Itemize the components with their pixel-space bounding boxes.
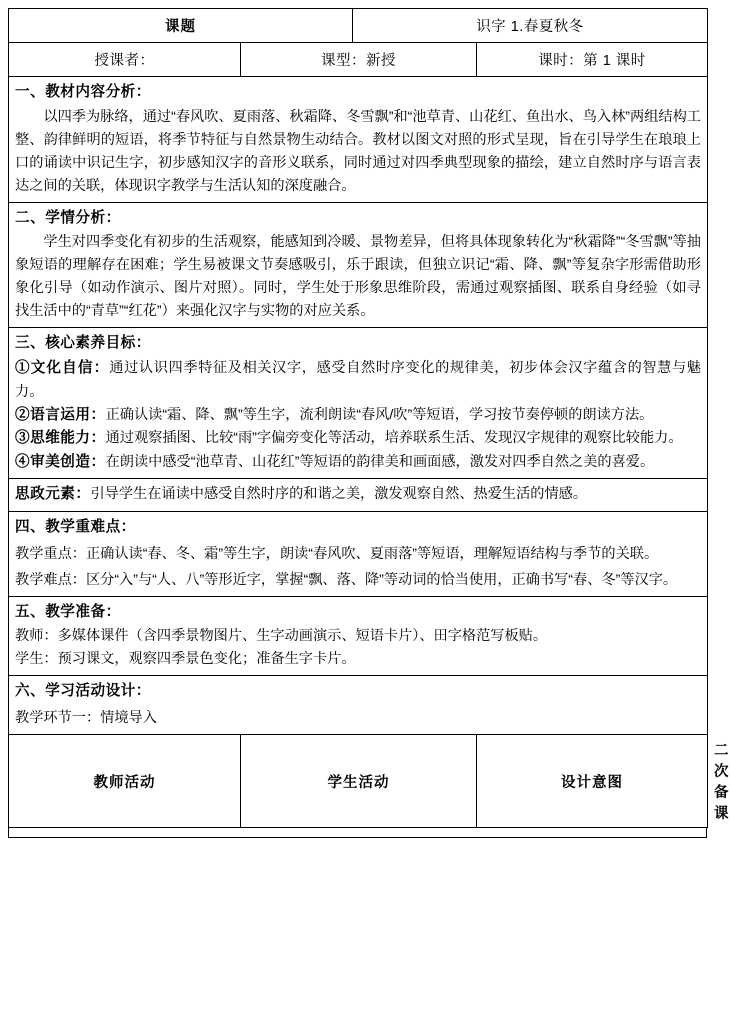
table-row-content-analysis [9, 77, 708, 203]
core-goal-label: ④审美创造： [15, 453, 106, 470]
core-goal-label: ③思维能力： [15, 430, 106, 447]
topic-value: 识字 1.春夏秋冬 [353, 9, 708, 43]
table-row-core-goals [9, 328, 708, 479]
section-title-activity-design: 六、学习活动设计： [15, 683, 151, 700]
core-goal-item [15, 404, 701, 428]
section-student-analysis [9, 202, 708, 328]
core-goal-item [15, 357, 701, 404]
section-title-content-analysis: 一、教材内容分析： [15, 84, 151, 100]
ideology-line [15, 483, 701, 507]
table-row-student-analysis [9, 202, 708, 328]
teaching-difficult-label: 教学难点： [15, 571, 86, 588]
core-goal-item [15, 451, 701, 475]
table-bottom-edge [8, 828, 707, 838]
section-content-analysis [9, 77, 708, 203]
section-preparation [9, 596, 708, 676]
table-row-ideology [9, 479, 708, 512]
table-row-activity-design [9, 676, 708, 735]
section-body-content-analysis: 以四季为脉络，通过“春风吹、夏雨落、秋霜降、冬雪飘”和“池草青、山花红、鱼出水、鸟入林”两组结构工整、韵律鲜明的短语，将季节特征与自然景物生动结合。教材以图文对照的形式呈现，旨在引导学生在琅琅上口的诵读中识记生字，初步感知汉字的音形义联系，同时通过对四季典型现象的描绘，建立自然时序与语言表达之间的关联，体现识字教学与生活认知的深度融合。 [15, 108, 701, 194]
core-goal-text: 在朗读中感受“池草青、山花红”等短语的韵律美和画面感，激发对四季自然之美的喜爱。 [105, 453, 655, 470]
section-key-difficult [9, 512, 708, 597]
teaching-difficult-text: 区分“入”与“人、八”等形近字，掌握“飘、落、降”等动词的恰当使用，正确书写“春、冬”等汉字。 [85, 571, 678, 588]
core-goal-text: 正确认读“霜、降、飘”等生字，流利朗读“春风/吹”等短语，学习按节奏停顿的朗读方法。 [105, 406, 654, 423]
activity-column-intent: 设计意图 [477, 735, 708, 828]
ideology-text: 引导学生在诵读中感受自然时序的和谐之美，激发观察自然、热爱生活的情感。 [90, 486, 588, 503]
table-row-preparation [9, 596, 708, 676]
teaching-difficult-line [15, 569, 701, 592]
section-title-core-goals: 三、核心素养目标： [15, 335, 151, 352]
section-title-student-analysis: 二、学情分析： [15, 209, 121, 226]
topic-label: 课题 [9, 9, 353, 43]
section-core-goals [9, 328, 708, 479]
table-row-topic [9, 9, 708, 43]
lesson-type: 课型：新授 [241, 43, 477, 77]
section-title-key-difficult: 四、教学重难点： [15, 519, 136, 536]
section-title-preparation: 五、教学准备： [15, 603, 121, 620]
lesson-plan-table [8, 8, 730, 828]
core-goal-label: ②语言运用： [15, 406, 106, 423]
core-goal-text: 通过观察插图、比较“雨”字偏旁变化等活动，培养联系生活、发现汉字规律的观察比较能力。 [105, 430, 683, 447]
teaching-key-text: 正确认读“春、冬、霜”等生字，朗读“春风吹、夏雨落”等短语，理解短语结构与季节的关联。 [85, 545, 659, 562]
teaching-key-line [15, 543, 701, 566]
lesson-period: 课时：第 1 课时 [477, 43, 708, 77]
activity-column-teacher: 教师活动 [9, 735, 241, 828]
ideology-label: 思政元素： [15, 486, 91, 503]
teacher-label: 授课者： [9, 43, 241, 77]
core-goal-item [15, 427, 701, 451]
section-body-student-analysis: 学生对四季变化有初步的生活观察，能感知到冷暖、景物差异，但将具体现象转化为“秋霜降”“冬雪飘”等抽象短语的理解存在困难；学生易被课文节奏感吸引，乐于跟读，但独立识记“霜、降、飘”等复杂字形需借助形象化引导（如动作演示、图片对照）。同时，学生处于形象思维阶段，需通过观察插图、联系自身经验（如寻找生活中的“青草”“红花”）来强化汉字与实物的对应关系。 [15, 234, 701, 320]
table-row-meta [9, 43, 708, 77]
core-goal-label: ①文化自信： [15, 359, 110, 376]
preparation-student-line: 学生：预习课文，观察四季景色变化；准备生字卡片。 [15, 651, 356, 668]
core-goal-text: 通过认识四季特征及相关汉字，感受自然时序变化的规律美，初步体会汉字蕴含的智慧与魅力。 [15, 359, 701, 400]
section-ideology [9, 479, 708, 512]
activity-step-line: 教学环节一：情境导入 [15, 710, 157, 727]
table-row-key-difficult [9, 512, 708, 597]
section-activity-design [9, 676, 708, 735]
activity-column-student: 学生活动 [241, 735, 477, 828]
teaching-key-label: 教学重点： [15, 545, 86, 562]
preparation-teacher-line: 教师：多媒体课件（含四季景物图片、生字动画演示、短语卡片）、田字格范写板贴。 [15, 628, 548, 645]
table-row-activity-header: 教师活动 学生活动 设计意图 二次备课 [9, 735, 708, 828]
